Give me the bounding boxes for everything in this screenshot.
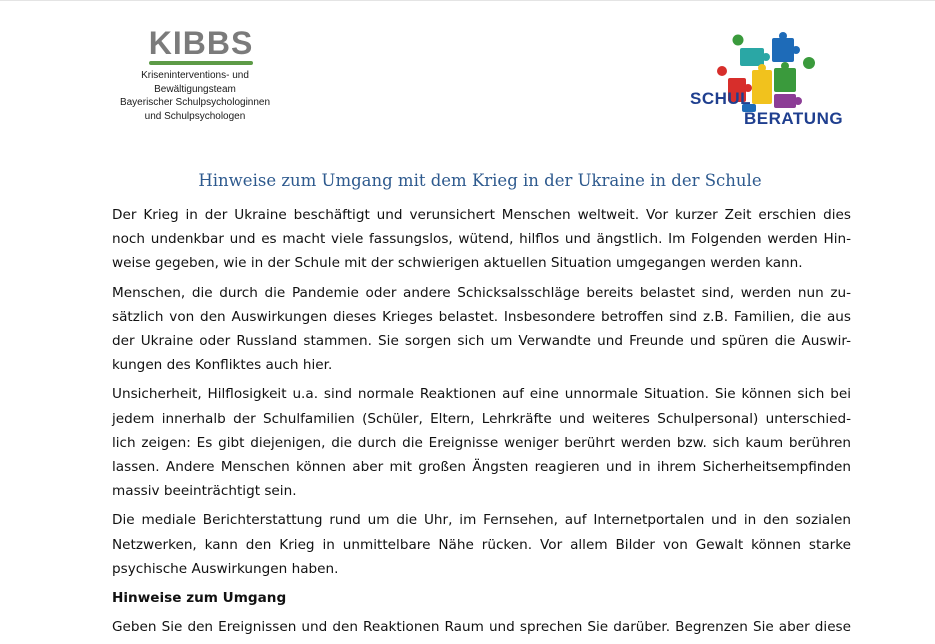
paragraph (112, 615, 851, 639)
kibbs-logo (90, 26, 300, 123)
kibbs-logo-subtitle (90, 69, 300, 123)
text-line: kungen des Konfliktes auch hier. (112, 357, 333, 374)
kibbs-logo-word: KIBBS (148, 25, 254, 61)
text-line: Unsicherheit, Hilflosigkeit u.a. sind normale Reaktionen auf eine unnormale Situation. Sie können sich bei (112, 386, 851, 403)
kibbs-subtitle-line: Bewältigungsteam (154, 83, 236, 95)
paragraph (112, 203, 851, 276)
kibbs-subtitle-line: Bayerischer Schulpsychologinnen (119, 97, 271, 108)
text-line: psychische Auswirkungen haben. (112, 560, 339, 577)
text-line: Der Krieg in der Ukraine beschäftigt und verunsichert Menschen weltweit. Vor kurzer Zeit erschien dies (112, 207, 851, 223)
paragraph (112, 508, 851, 581)
text-line: der Ukraine oder Russland stammen. Sie sorgen sich um Verwandte und Freunde und spüren die Auswir- (112, 333, 851, 350)
page-top-edge (0, 0, 935, 1)
text-line: Die mediale Berichterstattung rund um die Uhr, im Fernsehen, auf Internetportalen und in den sozialen (112, 512, 851, 529)
section-heading: Hinweise zum Umgang (112, 590, 287, 607)
text-line: Geben Sie den Ereignissen und den Reaktionen Raum und sprechen Sie darüber. Begrenzen Sie aber diese (112, 619, 851, 636)
beratung-logo-word: BERATUNG (744, 109, 844, 128)
document-body (112, 203, 851, 644)
text-line: jedem innerhalb der Schulfamilien (Schüler, Eltern, Lehrkräfte und weiteres Schulpersonal) unterschied- (112, 410, 851, 427)
kibbs-subtitle-line: und Schulpsychologen (144, 110, 246, 122)
text-line: massiv beeinträchtigt sein. (112, 483, 297, 500)
kibbs-logo-bar (149, 61, 253, 65)
text-line: lich zeigen: Es gibt diejenigen, die durch die Ereignisse weniger berührt werden bzw. sich kaum berühren (112, 434, 851, 451)
text-line: lassen. Andere Menschen können aber mit großen Ängsten reagieren und in ihrem Sicherheitsempfinden (112, 459, 851, 476)
document-title: Hinweise zum Umgang mit dem Krieg in der Ukraine in der Schule (198, 171, 762, 190)
paragraph (112, 382, 851, 503)
text-line: noch undenkbar und es macht viele fassungslos, wütend, hilflos und ängstlich. Im Folgenden werden Hin- (112, 231, 851, 248)
schul-logo-word: SCHUL (690, 89, 752, 108)
schulberatung-logo (686, 28, 844, 132)
paragraph (112, 281, 851, 378)
text-line: Menschen, die durch die Pandemie oder andere Schicksalsschläge bereits belastet sind, werden nun zu- (112, 284, 851, 301)
text-line: sätzlich von den Auswirkungen dieses Krieges belastet. Insbesondere betroffen sind z.B. Familien, die aus (112, 308, 851, 325)
text-line: weise gegeben, wie in der Schule mit der schwierigen aktuellen Situation umgegangen werden kann. (112, 255, 803, 272)
kibbs-subtitle-line: Kriseninterventions- und (141, 70, 249, 81)
text-line: Netzwerken, kann den Krieg in unmittelbare Nähe rücken. Vor allem Bilder von Gewalt können starke (112, 536, 851, 553)
